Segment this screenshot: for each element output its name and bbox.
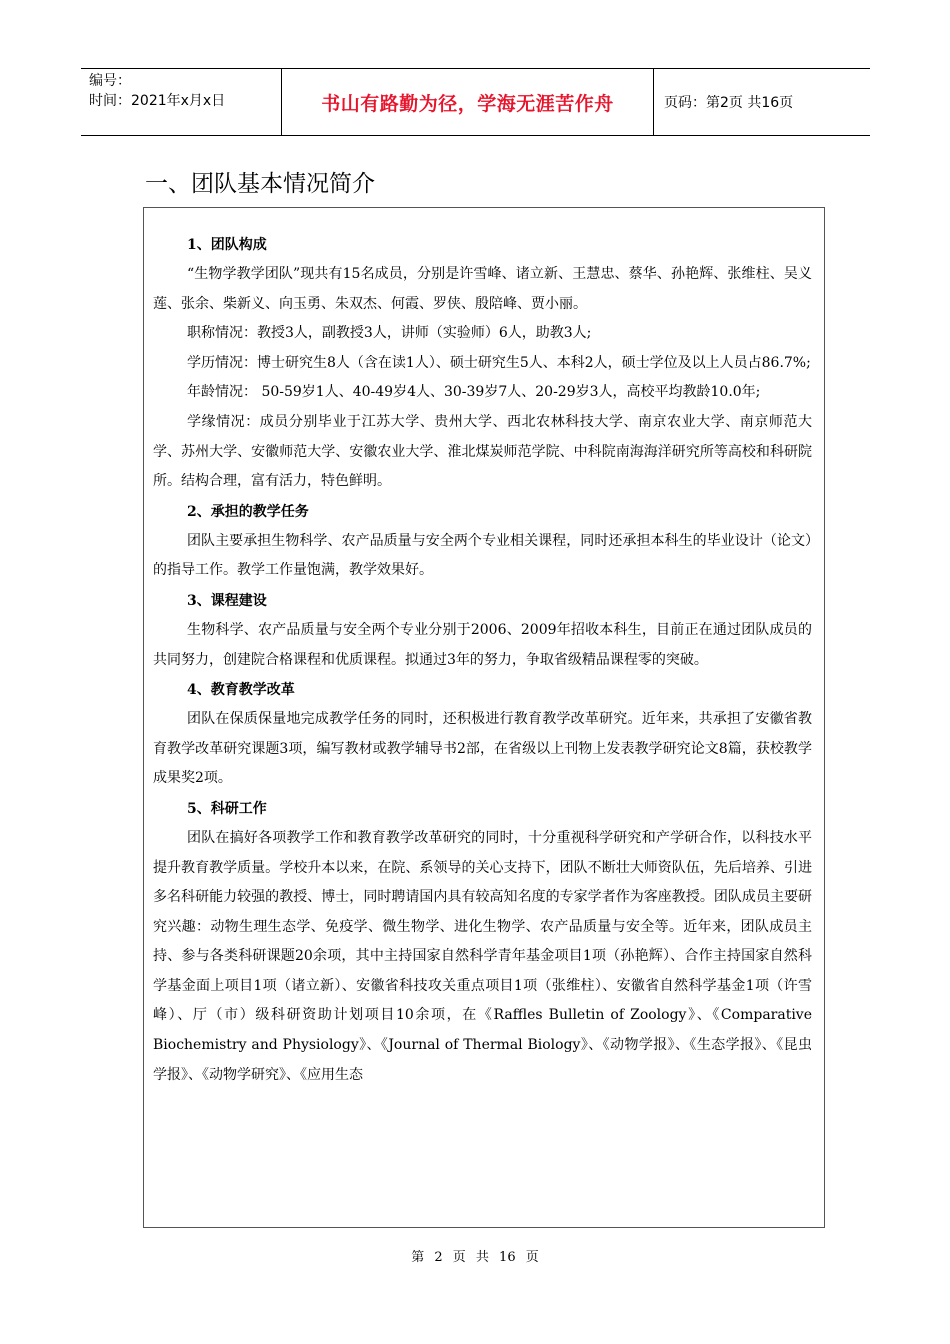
document-date: 时间：2021年x月x日 [89, 93, 226, 109]
header-motto: 书山有路勤为径，学海无涯苦作舟 [282, 69, 654, 135]
paragraph-education-reform: 团队在保质保量地完成教学任务的同时，还积极进行教育教学改革研究。近年来，共承担了安徽省教育教学改革研究课题3项，编写教材或教学辅导书2部，在省级以上刊物上发表教学研究论文8篇，获校教学成果奖2项。 [153, 711, 812, 787]
paragraph-members: “生物学教学团队”现共有15名成员，分别是许雪峰、诸立新、王慧忠、蔡华、孙艳辉、张维柱、吴义莲、张余、柴新义、向玉勇、朱双杰、何霞、罗侠、殷陪峰、贾小丽。 [153, 266, 812, 312]
subsection-title-teaching-tasks: 2、承担的教学任务 [187, 503, 309, 520]
subsection-title-research: 5、科研工作 [187, 800, 267, 817]
page-footer: 第 2 页 共 16 页 [411, 1250, 539, 1265]
header-meta [81, 69, 282, 135]
paragraph-research: 团队在搞好各项教学工作和教育教学改革研究的同时，十分重视科学研究和产学研合作，以科技水平提升教育教学质量。学校升本以来，在院、系领导的关心支持下，团队不断壮大师资队伍，先后培养、引进多名科研能力较强的教授、博士，同时聘请国内具有较高知名度的专家学者作为客座教授。团队成员主要研究兴趣：动物生理生态学、免疫学、微生物学、进化生物学、农产品质量与安全等。近年来，团队成员主持、参与各类科研课题20余项，其中主持国家自然科学青年基金项目1项（孙艳辉）、合作主持国家自然科学基金面上项目1项（诸立新）、安徽省科技攻关重点项目1项（张维柱）、安徽省自然科学基金1项（许雪峰）、厅（市）级科研资助计划项目10余项，在《Raffles Bulletin of Zoology》、《Comparative Biochemistry and Physiology》、《Journal of Thermal Biology》、《动物学报》、《生态学报》、《昆虫学报》、《动物学研究》、《应用生态 [153, 829, 812, 1083]
document-number-label: 编号： [89, 73, 131, 89]
paragraph-age: 年龄情况： 50-59岁1人、40-49岁4人、30-39岁7人、20-29岁3人，高校平均教龄10.0年; [187, 384, 761, 401]
subsection-title-education-reform: 4、教育教学改革 [187, 682, 295, 699]
header-page-info: 页码：第2页 共16页 [664, 95, 794, 111]
paragraph-titles: 职称情况：教授3人，副教授3人，讲师（实验师）6人，助教3人; [187, 325, 592, 342]
subsection-title-course-construction: 3、课程建设 [187, 592, 267, 609]
paragraph-academic-origin: 学缘情况：成员分别毕业于江苏大学、贵州大学、西北农林科技大学、南京农业大学、南京师范大学、苏州大学、安徽师范大学、安徽农业大学、淮北煤炭师范学院、中科院南海海洋研究所等高校和科研院所。结构合理，富有活力，特色鲜明。 [153, 413, 812, 490]
subsection-title-team-composition: 1、团队构成 [187, 237, 267, 253]
section-title: 一、团队基本情况简介 [145, 171, 375, 197]
page-header [81, 68, 870, 136]
paragraph-education: 学历情况：博士研究生8人（含在读1人）、硕士研究生5人、本科2人，硕士学位及以上人员占86.7%; [187, 354, 811, 371]
paragraph-teaching-tasks: 团队主要承担生物科学、农产品质量与安全两个专业相关课程，同时还承担本科生的毕业设计（论文）的指导工作。教学工作量饱满，教学效果好。 [153, 532, 812, 579]
paragraph-course-construction: 生物科学、农产品质量与安全两个专业分别于2006、2009年招收本科生，目前正在通过团队成员的共同努力，创建院合格课程和优质课程。拟通过3年的努力，争取省级精品课程零的突破。 [153, 621, 812, 668]
content-box [143, 207, 825, 1228]
